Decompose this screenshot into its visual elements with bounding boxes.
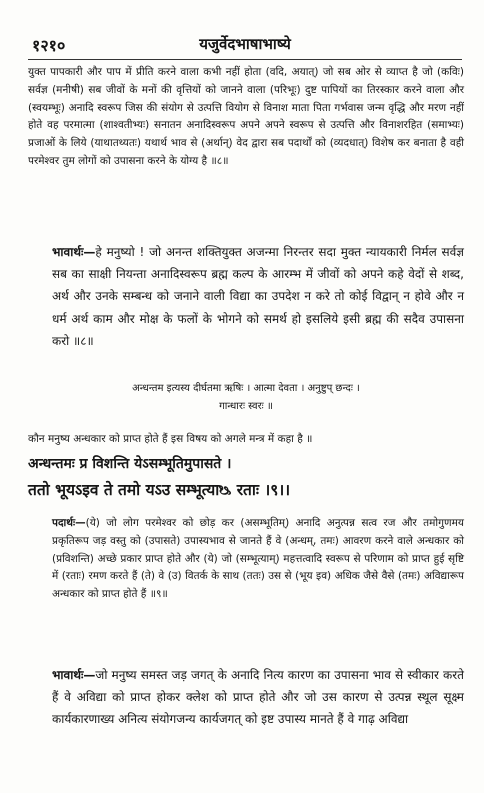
padartha-section (28, 515, 464, 604)
bhavartha-paragraph-1 (28, 241, 464, 352)
mantra-intro (28, 430, 464, 448)
bhavartha-paragraph-2 (28, 664, 464, 731)
padartha-label: पदार्थः— (52, 517, 86, 529)
padartha-text: (ये) जो लोग परमेश्वर को छोड़ कर (असम्भूतिम्) अनादि अनुत्पन्न सत्व रज और तमोगुणमय प्रकृतिरूप जड़ वस्तु को (उपासते) उपास्यभाव से जानते हैं वे (अन्धम्, तमः) आवरण करने वाले अन्धकार को (प्रविशन्ति) अच्छे प्रकार प्राप्त होते और (ये) जो (सम्भूत्याम्) महत्तत्वादि स्वरूप से परिणाम को प्राप्त हुई सृष्टि में (रताः) रमण करते हैं (ते) वे (उ) वितर्क के साथ (ततः) उस से (भूय इव) अधिक जैसे वैसे (तमः) अविद्यारूप अन्धकार को प्राप्त होते हैं ॥९॥ (52, 517, 464, 601)
mantra-intro-text: कौन मनुष्य अन्धकार को प्राप्त होते हैं इस विषय को अगले मन्त्र में कहा है ॥ (28, 433, 313, 445)
padartha-continuation (28, 64, 464, 171)
page-number: १२१० (32, 36, 66, 55)
bhavartha-text-2: जो मनुष्य समस्त जड़ जगत् के अनादि नित्य कारण का उपासना भाव से स्वीकार करते हैं वे अविद्या को प्राप्त होकर क्लेश को प्राप्त होते और जो उस कारण से उत्पन्न स्थूल सूक्ष्म कार्यकारणाख्य अनित्य संयोगजन्य कार्यजगत् को इष्ट उपास्य मानते हैं वे गाढ़ अविद्या (52, 668, 464, 727)
padartha-continuation-text: युक्त पापकारी और पाप में प्रीति करने वाला कभी नहीं होता (वदि, अयात्) जो सब ओर से व्याप्त है जो (कविः) सर्वज्ञ (मनीषी) सब जीवों के मनों की वृत्तियों को जानने वाला (परिभूः) दुष्ट पापियों का तिरस्कार करने वाला और (स्वयम्भूः) अनादि स्वरूप जिस की संयोग से उत्पत्ति वियोग से विनाश माता पिता गर्भवास जन्म वृद्धि और मरण नहीं होते वह परमात्मा (शाश्वतीभ्यः) सनातन अनादिस्वरूप अपने अपने स्वरूप से उत्पत्ति और विनाशरहित (समाभ्यः) प्रजाओं के लिये (याथातथ्यतः) यथार्थ भाव से (अर्थान्) वेद द्वारा सब पदार्थों को (व्यदधात्) विशेष कर बनाता है वही परमेश्वर तुम लोगों को उपासना करने के योग्य है ॥८॥ (28, 66, 464, 167)
bhavartha-section-1 (28, 241, 464, 352)
running-title: यजुर्वेदभाषाभाष्ये (199, 35, 291, 53)
mantra-line-2: ततो भूयऽइव ते तमो यऽउ सम्भूत्याᳬ रताः ।९।। (28, 480, 291, 499)
page-header (28, 34, 462, 56)
bhavartha-label-2: भावार्थः— (52, 668, 96, 682)
mantra-verse (28, 452, 464, 504)
bhavartha-label-1: भावार्थः— (52, 245, 96, 259)
bhavartha-text-1: हे मनुष्यो ! जो अनन्त शक्तियुक्त अजन्मा निरन्तर सदा मुक्त न्यायकारी निर्मल सर्वज्ञ सब का साक्षी नियन्ता अनादिस्वरूप ब्रह्म कल्प के आरम्भ में जीवों को अपने कहे वेदों से शब्द, अर्थ और उनके सम्बन्ध को जनाने वाली विद्या का उपदेश न करे तो कोई विद्वान् न होवे और न धर्म अर्थ काम और मोक्ष के फलों के भोगने को समर्थ हो इसलिये इसी ब्रह्म की सदैव उपासना करो ॥८॥ (52, 245, 464, 348)
mantra-svara-line: गान्धारः स्वरः ॥ (219, 401, 273, 412)
bhavartha-section-2 (28, 664, 464, 731)
mantra-metadata (28, 380, 464, 416)
padartha-paragraph (28, 515, 464, 604)
mantra-line-1: अन्धन्तमः प्र विशन्ति येऽसम्भूतिमुपासते । (28, 456, 232, 472)
header-divider (28, 59, 462, 60)
mantra-rishi-devata-line: अन्धन्तम इत्यस्य दीर्घतमा ऋषिः । आत्मा देवता । अनुष्टुप् छन्दः । (132, 383, 360, 394)
